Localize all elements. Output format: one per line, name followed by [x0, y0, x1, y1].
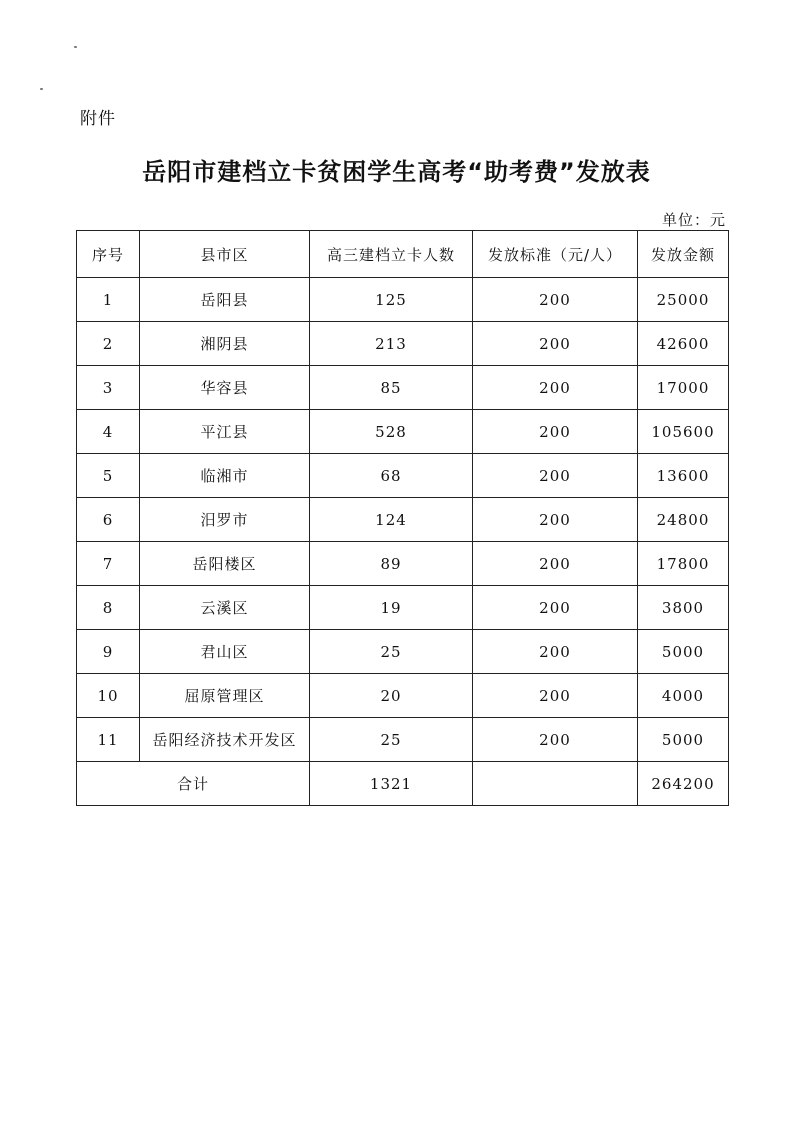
attachment-label: 附件: [80, 109, 116, 129]
cell-amount: 17000: [638, 366, 729, 410]
cell-index: 8: [77, 586, 140, 630]
cell-county: 云溪区: [140, 586, 310, 630]
table-header-row: [77, 231, 729, 278]
cell-amount: 24800: [638, 498, 729, 542]
cell-county: 屈原管理区: [140, 674, 310, 718]
cell-amount: 25000: [638, 278, 729, 322]
cell-student-count: 25: [310, 718, 473, 762]
column-header-index: 序号: [77, 231, 140, 278]
table-row: [77, 366, 729, 410]
scan-speck: [74, 46, 77, 48]
total-student-count: 1321: [310, 762, 473, 806]
total-label: 合计: [77, 762, 310, 806]
cell-index: 5: [77, 454, 140, 498]
cell-standard: 200: [473, 718, 638, 762]
table-row: [77, 454, 729, 498]
cell-amount: 4000: [638, 674, 729, 718]
cell-student-count: 213: [310, 322, 473, 366]
cell-student-count: 124: [310, 498, 473, 542]
cell-standard: 200: [473, 454, 638, 498]
scan-speck: [40, 88, 43, 90]
column-header-standard: 发放标准（元/人）: [473, 231, 638, 278]
column-header-county: 县市区: [140, 231, 310, 278]
cell-standard: 200: [473, 586, 638, 630]
table-row: [77, 278, 729, 322]
cell-student-count: 89: [310, 542, 473, 586]
cell-index: 1: [77, 278, 140, 322]
cell-county: 平江县: [140, 410, 310, 454]
cell-amount: 3800: [638, 586, 729, 630]
cell-standard: 200: [473, 366, 638, 410]
cell-county: 君山区: [140, 630, 310, 674]
column-header-amount: 发放金额: [638, 231, 729, 278]
cell-county: 临湘市: [140, 454, 310, 498]
table-row: [77, 410, 729, 454]
cell-student-count: 19: [310, 586, 473, 630]
cell-index: 3: [77, 366, 140, 410]
cell-student-count: 528: [310, 410, 473, 454]
distribution-table: [76, 230, 729, 806]
cell-county: 湘阴县: [140, 322, 310, 366]
cell-standard: 200: [473, 322, 638, 366]
page-title: 岳阳市建档立卡贫困学生高考“助考费”发放表: [142, 158, 651, 186]
column-header-student-count: 高三建档立卡人数: [310, 231, 473, 278]
cell-index: 7: [77, 542, 140, 586]
cell-student-count: 20: [310, 674, 473, 718]
table-row: [77, 542, 729, 586]
cell-index: 6: [77, 498, 140, 542]
total-amount: 264200: [638, 762, 729, 806]
cell-county: 岳阳楼区: [140, 542, 310, 586]
cell-county: 岳阳县: [140, 278, 310, 322]
cell-index: 10: [77, 674, 140, 718]
cell-standard: 200: [473, 498, 638, 542]
cell-index: 9: [77, 630, 140, 674]
cell-county: 华容县: [140, 366, 310, 410]
cell-standard: 200: [473, 410, 638, 454]
cell-county: 岳阳经济技术开发区: [140, 718, 310, 762]
cell-standard: 200: [473, 630, 638, 674]
cell-index: 4: [77, 410, 140, 454]
unit-label: 单位：元: [661, 211, 726, 229]
cell-amount: 105600: [638, 410, 729, 454]
cell-student-count: 68: [310, 454, 473, 498]
total-standard: [473, 762, 638, 806]
cell-amount: 13600: [638, 454, 729, 498]
cell-student-count: 25: [310, 630, 473, 674]
cell-amount: 17800: [638, 542, 729, 586]
cell-county: 汨罗市: [140, 498, 310, 542]
table-row: [77, 718, 729, 762]
table-row: [77, 498, 729, 542]
table-row: [77, 586, 729, 630]
cell-standard: 200: [473, 278, 638, 322]
table-total-row: [77, 762, 729, 806]
cell-index: 2: [77, 322, 140, 366]
cell-amount: 42600: [638, 322, 729, 366]
table-row: [77, 674, 729, 718]
cell-index: 11: [77, 718, 140, 762]
cell-amount: 5000: [638, 718, 729, 762]
cell-amount: 5000: [638, 630, 729, 674]
cell-student-count: 85: [310, 366, 473, 410]
cell-standard: 200: [473, 542, 638, 586]
cell-standard: 200: [473, 674, 638, 718]
table-row: [77, 322, 729, 366]
cell-student-count: 125: [310, 278, 473, 322]
table-row: [77, 630, 729, 674]
